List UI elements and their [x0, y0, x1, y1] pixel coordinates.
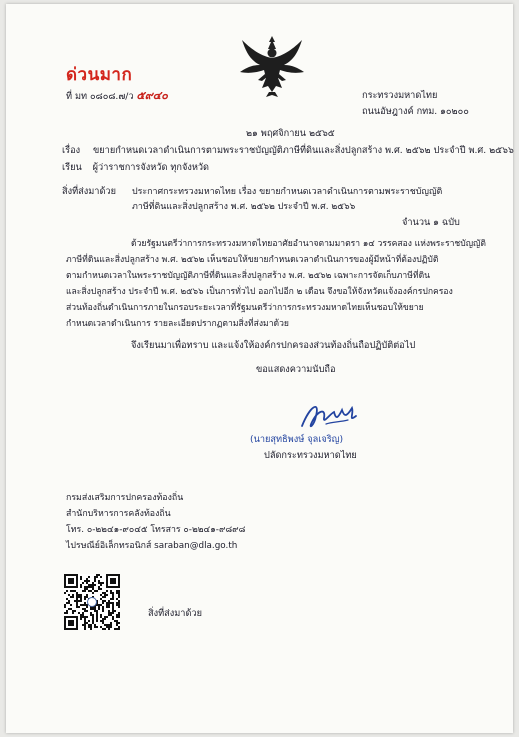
- addressee-label: เรียน: [62, 162, 82, 173]
- sender-address: ถนนอัษฎางค์ กทม. ๑๐๒๐๐: [362, 106, 469, 117]
- document-page: [6, 4, 513, 733]
- attachment-line-1: ประกาศกระทรวงมหาดไทย เรื่อง ขยายกำหนดเวลาดำเนินการตามพระราชบัญญัติ: [132, 187, 443, 197]
- footer-email: ไปรษณีย์อิเล็กทรอนิกส์ saraban@dla.go.th: [66, 541, 238, 551]
- addressee-text: ผู้ว่าราชการจังหวัด ทุกจังหวัด: [92, 162, 210, 173]
- garuda-emblem-icon: [236, 32, 308, 98]
- body-line-1: ด้วยรัฐมนตรีว่าการกระทรวงมหาดไทยอาศัยอำนาจตามมาตรา ๑๔ วรรคสอง แห่งพระราชบัญญัติ: [131, 239, 486, 249]
- attachment-label: สิ่งที่ส่งมาด้วย: [62, 186, 116, 197]
- addressee-line: [62, 162, 209, 174]
- qr-code: [64, 574, 120, 630]
- qr-logo-icon: [87, 597, 97, 607]
- body-line-3: ตามกำหนดเวลาในพระราชบัญญัติภาษีที่ดินและสิ่งปลูกสร้าง พ.ศ. ๒๕๖๒ เฉพาะการจัดเก็บภาษีที่ดิน: [66, 271, 431, 281]
- footer-phone: โทร. ๐-๒๒๔๑-๙๐๔๕ โทรสาร ๐-๒๒๔๑-๙๘๙๘: [66, 525, 246, 535]
- document-number: [66, 90, 168, 103]
- footer-department: กรมส่งเสริมการปกครองท้องถิ่น: [66, 493, 184, 503]
- body-line-4: และสิ่งปลูกสร้าง ประจำปี พ.ศ. ๒๕๖๖ เป็นการทั่วไป ออกไปอีก ๒ เดือน จึงขอให้จังหวัดแจ้งองค์กรปกครอง: [66, 287, 453, 297]
- subject-label: เรื่อง: [62, 145, 81, 156]
- signature-icon: [296, 396, 362, 436]
- sender-organization: กระทรวงมหาดไทย: [362, 90, 438, 101]
- signer-name: [250, 434, 343, 446]
- signer-name-text: (นายสุทธิพงษ์ จุลเจริญ): [250, 434, 344, 445]
- qr-caption: สิ่งที่ส่งมาด้วย: [148, 608, 202, 619]
- closing-salutation: ขอแสดงความนับถือ: [256, 364, 336, 375]
- body-line-2: ภาษีที่ดินและสิ่งปลูกสร้าง พ.ศ. ๒๕๖๒ เห็นชอบให้ขยายกำหนดเวลาดำเนินการของผู้มีหน้าที่ต้องปฏิบัติ: [66, 255, 439, 265]
- letter-date: ๒๑ พฤศจิกายน ๒๕๖๕: [246, 128, 335, 139]
- footer-office: สำนักบริหารการคลังท้องถิ่น: [66, 509, 171, 519]
- subject-text: ขยายกำหนดเวลาดำเนินการตามพระราชบัญญัติภาษีที่ดินและสิ่งปลูกสร้าง พ.ศ. ๒๕๖๒ ประจำปี พ.ศ. ๒๕๖๖: [93, 145, 514, 156]
- body-line-6: กำหนดเวลาดำเนินการ รายละเอียดปรากฏตามสิ่งที่ส่งมาด้วย: [66, 319, 289, 329]
- closing-request: จึงเรียนมาเพื่อทราบ และแจ้งให้องค์กรปกครองส่วนท้องถิ่นถือปฏิบัติต่อไป: [131, 340, 416, 351]
- body-line-5: ส่วนท้องถิ่นดำเนินการภายในกรอบระยะเวลาที่รัฐมนตรีว่าการกระทรวงมหาดไทยเห็นชอบให้ขยาย: [66, 303, 424, 313]
- urgency-stamp: ด่วนมาก: [66, 65, 133, 85]
- document-number-prefix: ที่ มท ๐๘๐๘.๗/ว: [66, 91, 134, 102]
- attachment-line-2: ภาษีที่ดินและสิ่งปลูกสร้าง พ.ศ. ๒๕๖๒ ประจำปี พ.ศ. ๒๕๖๖: [132, 202, 356, 212]
- subject-line: [62, 145, 514, 157]
- signer-title: ปลัดกระทรวงมหาดไทย: [264, 450, 357, 461]
- attachment-count: จำนวน ๑ ฉบับ: [402, 217, 460, 228]
- document-number-handwritten: ๕๙๔๐: [136, 89, 168, 102]
